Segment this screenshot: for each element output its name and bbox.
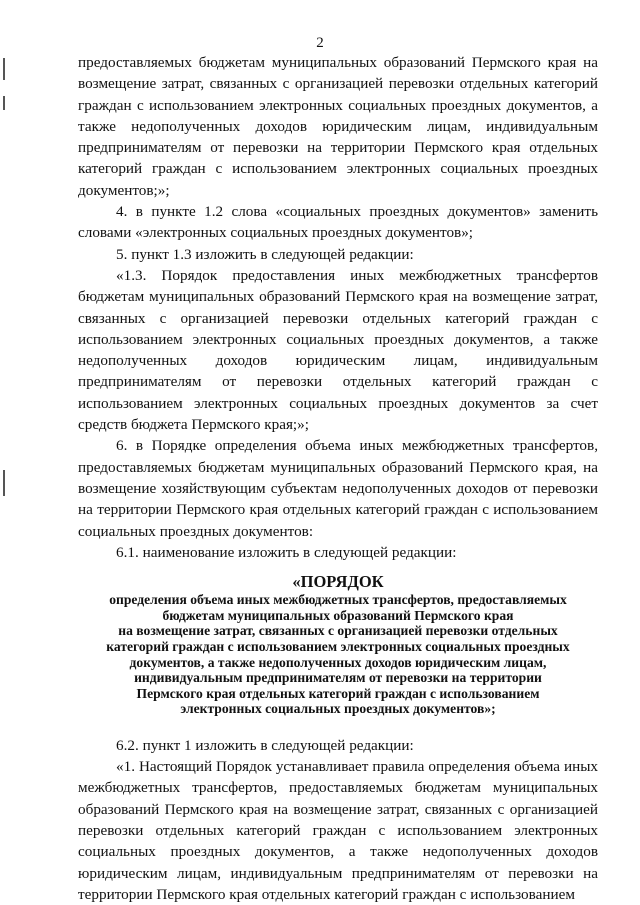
paragraph-continuation: предоставляемых бюджетам муниципальных образований Пермского края на возмещение затрат, связанных с организацией перевозки отдельных категорий граждан с использованием электронных социальных проездных документов, а также недополученных доходов юридическим лицам, индивидуальным предпринимателям от перевозки на территории Пермского края отдельных категорий граждан с использованием электронных социальных проездных документов;»;	[78, 54, 598, 199]
paragraph-item-6: 6. в Порядке определения объема иных межбюджетных трансфертов, предоставляемых бюджетам муниципальных образований Пермского края, на возмещение хозяйствующим субъектам недополученных доходов от перевозки на территории Пермского края отдельных категорий граждан с использованием социальных проездных документов:	[78, 437, 598, 540]
paragraphs-after	[78, 735, 598, 905]
section-subtitle	[78, 592, 598, 717]
subtitle-line: индивидуальным предпринимателям от перевозки на территории	[134, 670, 542, 686]
subtitle-line: электронных социальных проездных документов»;	[180, 701, 496, 717]
page-number: 2	[316, 35, 324, 51]
paragraph-item-1-3: «1.3. Порядок предоставления иных межбюджетных трансфертов бюджетам муниципальных образований Пермского края на возмещение затрат, связанных с организацией перевозки отдельных категорий граждан с использованием электронных социальных проездных документов, а также недополученных доходов юридическим лицам, индивидуальным предпринимателям от перевозки отдельных категорий граждан с использованием электронных социальных проездных документов за счет средств бюджета Пермского края;»;	[78, 266, 598, 434]
paragraph-item-6-2: 6.2. пункт 1 изложить в следующей редакции:	[116, 736, 414, 754]
margin-mark	[3, 96, 5, 110]
margin-mark	[3, 470, 5, 496]
subtitle-line: бюджетам муниципальных образований Пермского края	[162, 607, 514, 623]
subtitle-line: на возмещение затрат, связанных с организацией перевозки отдельных	[118, 623, 558, 639]
subtitle-line: категорий граждан с использованием электронных социальных проездных	[106, 638, 570, 654]
paragraph-item-4: 4. в пункте 1.2 слова «социальных проездных документов» заменить словами «электронных социальных проездных документов»;	[78, 203, 598, 242]
subtitle-line: Пермского края отдельных категорий граждан с использованием	[136, 685, 540, 701]
paragraphs-before	[78, 52, 598, 563]
subtitle-line: определения объема иных межбюджетных трансфертов, предоставляемых	[109, 592, 567, 608]
section-title: «ПОРЯДОК	[292, 572, 384, 592]
subtitle-line: документов, а также недополученных доходов юридическим лицам,	[129, 654, 547, 670]
paragraph-item-5: 5. пункт 1.3 изложить в следующей редакции:	[116, 245, 414, 263]
document-body	[78, 52, 598, 905]
margin-mark	[3, 58, 5, 80]
paragraph-item-6-1: 6.1. наименование изложить в следующей редакции:	[116, 543, 457, 561]
paragraph-item-1: «1. Настоящий Порядок устанавливает правила определения объема иных межбюджетных трансфертов, предоставляемых бюджетам муниципальных образований Пермского края на возмещение затрат, связанных с организацией перевозки отдельных категорий граждан с использованием электронных социальных проездных документов, а также недополученных доходов юридическим лицам, индивидуальным предпринимателям от перевозки на территории Пермского края отдельных категорий граждан с использованием	[78, 758, 598, 903]
